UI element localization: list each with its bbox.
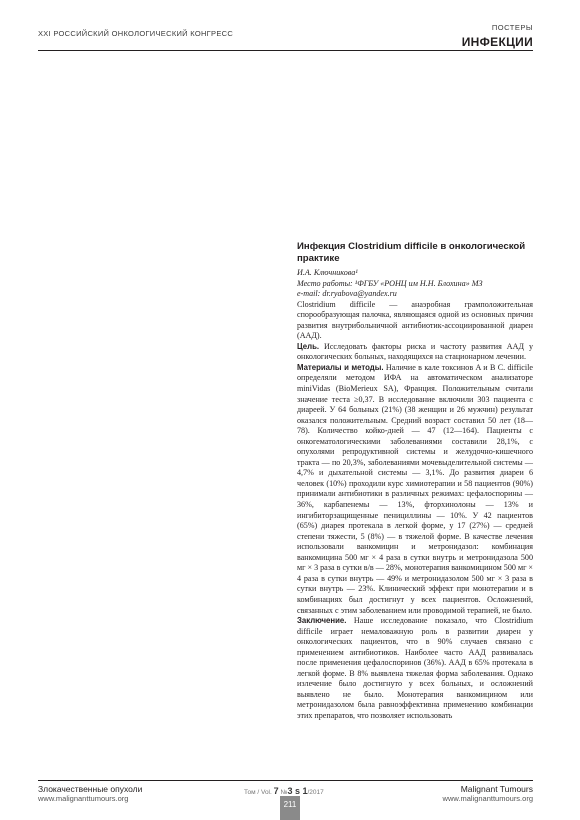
methods-label: Материалы и методы. xyxy=(297,362,384,372)
conclusion-text: Наше исследование показало, что Clostridium difficile играет немаловажную роль в развитии диарен у онкологических пациентов, что в 90% случаев связано с применением антибиотиков. Наиболее часто ААД развивалась после применения цефалоспоринов (36%). ААД в 65% протекала в легкой форме. В 8% выявлена тяжелая форма заболевания. Однако излечение было достигнуто у всех больных, и осложнений выявлено не было. Монотерапия ванкомицином или метронидазолом была равноэффективна применению комбинации этих препаратов, что позволяет использовать xyxy=(297,616,533,720)
article-author: И.А. Ключникова¹ xyxy=(297,268,358,277)
article-affiliation: Место работы: ¹ФГБУ «РОНЦ им Н.Н. Блохина» МЗ xyxy=(297,278,483,288)
conclusion-paragraph xyxy=(297,616,533,721)
journal-url-right[interactable]: www.malignanttumours.org xyxy=(442,794,533,803)
issue-year: /2017 xyxy=(307,789,324,796)
aim-label: Цель. xyxy=(297,341,320,351)
journal-name-en: Malignant Tumours xyxy=(460,784,533,794)
conclusion-label: Заключение. xyxy=(297,616,347,626)
journal-name-ru: Злокачественные опухоли xyxy=(38,784,143,794)
footer-divider xyxy=(38,780,533,781)
header-divider xyxy=(38,50,533,51)
aim-text: Исследовать факторы риска и частоту развития ААД у онкологических больных, находящихся на стационарном лечении. xyxy=(297,341,533,362)
section-title: ИНФЕКЦИИ xyxy=(461,35,533,49)
issue-number: 3 s 1 xyxy=(287,786,308,796)
footer-left xyxy=(38,784,142,804)
journal-url-left[interactable]: www.malignanttumours.org xyxy=(38,794,129,803)
methods-text: Наличие в кале токсинов A и B C. difficile определяли методом ИФА на автоматическом анализаторе miniVidas (BioMerieux SA), Франция. Положительным считали значение теста ≥0,37. В исследование включили 303 пациента с диареей. У 64 больных (21%) (38 женщин и 26 мужчин) результат оказался положительным. Средний возраст составил 50 лет (18—78). Количество койко-дней — 47 (12—164). Пациенты с онкогематологическими заболеваниями составили 28,1%, с опухолями репродуктивной системы и желудочно-кишечного тракта — по 20,3%, заболеваниями мочевыделительной системы — 4,7% и дыхательной системы — 3,1%. До развития диареи 6 человек (10%) проходили курс химиотерапии и 58 пациентов (90%) принимали антибиотики в различных режимах: цефалоспорины — 36%, карбапенемы — 13%, фторхинолоны — 13% и ингибиторзащищенные пенициллины — 10%. У 42 пациентов (65%) диарея протекала в легкой форме, у 17 (27%) — средней степени тяжести, 5 (8%) — в тяжелой форме. В качестве лечения использовали ванкомицин и метронидазол: комбинация ванкомицина 500 мг × 4 раза в сутки внутрь и метронидазола 500 мг × 3 раза в сутки в/в — 28%, монотерапия ванкомицином 500 мг × 4 раза в сутки внутрь — 49% и метронидазолом 500 мг × 3 раза в сутки внутрь — 23%. Клинический эффект при монотерапии и в комбинациях был достигнут у всех пациентов. Осложнений, связанных с этим заболеванием или проводимой терапией, не было. xyxy=(297,362,533,615)
issue-volume: 7 xyxy=(273,786,279,796)
methods-paragraph xyxy=(297,363,533,616)
article-intro: Clostridium difficile — анаэробная грамположительная спорообразующая палочка, являющаяся одной из основных причин развития внутрибольничной антибиотик-ассоциированной диарен (ААД). xyxy=(297,299,533,341)
issue-info xyxy=(244,786,324,796)
congress-title: XXI РОССИЙСКИЙ ОНКОЛОГИЧЕСКИЙ КОНГРЕСС xyxy=(38,29,234,38)
article-title: Инфекция Clostridium difficile в онкологической практике xyxy=(297,241,526,264)
issue-prefix: Том / Vol. xyxy=(244,789,272,796)
footer-right xyxy=(443,784,533,804)
article-email: e-mail: dr.ryabova@yandex.ru xyxy=(297,289,397,299)
aim-paragraph xyxy=(297,342,533,363)
section-header xyxy=(462,23,533,49)
page-number: 211 xyxy=(280,796,300,820)
section-label: ПОСТЕРЫ xyxy=(491,23,533,32)
article xyxy=(297,241,533,722)
issue-no-label: № xyxy=(280,789,288,796)
